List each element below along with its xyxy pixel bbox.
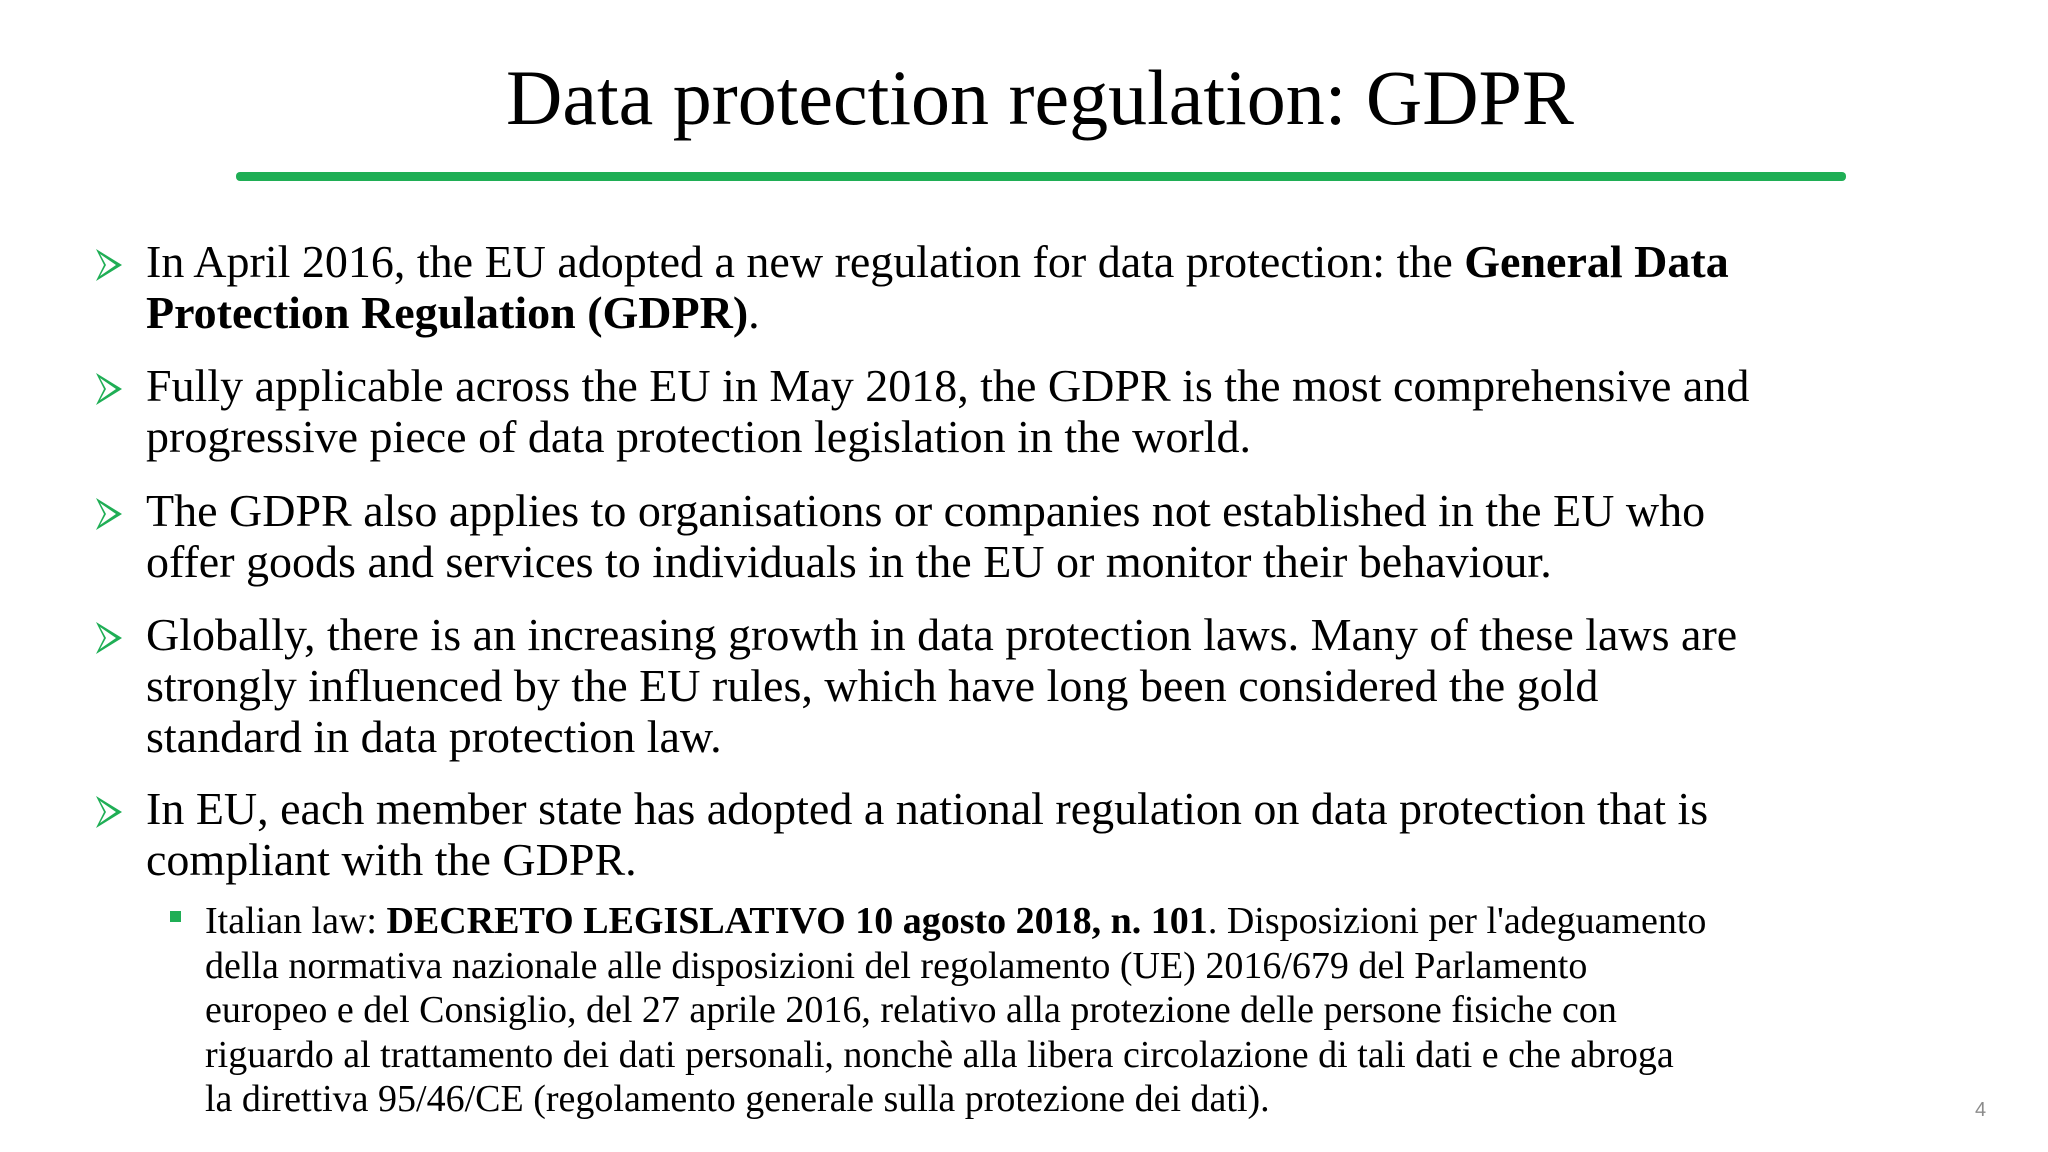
sub-bullet-line: riguardo al trattamento dei dati personali, nonchè alla libera circolazione di tali dati e che abroga bbox=[205, 1033, 1674, 1076]
bullet-item-gdpr-applicability bbox=[146, 360, 2006, 462]
green-square-bullet-icon bbox=[170, 911, 181, 922]
sub-bullet-line: della normativa nazionale alle disposizioni del regolamento (UE) 2016/679 del Parlamento bbox=[205, 944, 1588, 987]
bullet-line: compliant with the GDPR. bbox=[146, 834, 637, 885]
sub-bullet-bold-text: DECRETO LEGISLATIVO 10 agosto 2018, n. 101 bbox=[386, 900, 1208, 942]
green-arrow-bullet-icon bbox=[94, 618, 124, 658]
bullet-line: In EU, each member state has adopted a national regulation on data protection that is bbox=[146, 783, 1709, 834]
sub-bullet-line bbox=[205, 899, 2005, 944]
bullet-bold-text: General Data bbox=[1464, 236, 1729, 287]
bullet-line bbox=[146, 236, 2006, 287]
slide-title: Data protection regulation: GDPR bbox=[506, 54, 1574, 141]
green-arrow-bullet-icon bbox=[94, 369, 124, 409]
bullet-text: . bbox=[748, 287, 760, 338]
sub-bullet-line: la direttiva 95/46/CE (regolamento generale sulla protezione dei dati). bbox=[205, 1078, 1270, 1120]
bullet-item-global-growth bbox=[146, 609, 2006, 762]
sub-bullet-italian-law bbox=[205, 899, 2005, 1122]
bullet-bold-text: Protection Regulation (GDPR) bbox=[146, 287, 749, 338]
bullet-line: strongly influenced by the EU rules, which have long been considered the gold bbox=[146, 660, 1599, 711]
bullet-line bbox=[146, 287, 2006, 338]
bullet-line: offer goods and services to individuals in the EU or monitor their behaviour. bbox=[146, 536, 1552, 587]
bullet-item-gdpr-scope bbox=[146, 485, 2006, 587]
green-arrow-bullet-icon bbox=[94, 792, 124, 832]
green-arrow-bullet-icon bbox=[94, 494, 124, 534]
green-arrow-bullet-icon bbox=[94, 245, 124, 285]
sub-bullet-line: europeo e del Consiglio, del 27 aprile 2016, relativo alla protezione delle persone fisiche con bbox=[205, 989, 1617, 1031]
bullet-line: standard in data protection law. bbox=[146, 711, 722, 762]
bullet-line: Fully applicable across the EU in May 2018, the GDPR is the most comprehensive and bbox=[146, 360, 1750, 411]
bullet-item-national-regulation bbox=[146, 783, 2006, 885]
sub-bullet-text: . Disposizioni per l'adeguamento bbox=[1207, 900, 1707, 942]
bullet-line: The GDPR also applies to organisations or companies not established in the EU who bbox=[146, 485, 1706, 536]
sub-bullet-text: Italian law: bbox=[205, 900, 387, 942]
bullet-line: Globally, there is an increasing growth in data protection laws. Many of these laws are bbox=[146, 609, 1738, 660]
bullet-item-gdpr-adoption bbox=[146, 236, 2006, 338]
page-number: 4 bbox=[1975, 1099, 1987, 1121]
bullet-text: In April 2016, the EU adopted a new regulation for data protection: the bbox=[146, 236, 1465, 287]
bullet-line: progressive piece of data protection legislation in the world. bbox=[146, 411, 1251, 462]
